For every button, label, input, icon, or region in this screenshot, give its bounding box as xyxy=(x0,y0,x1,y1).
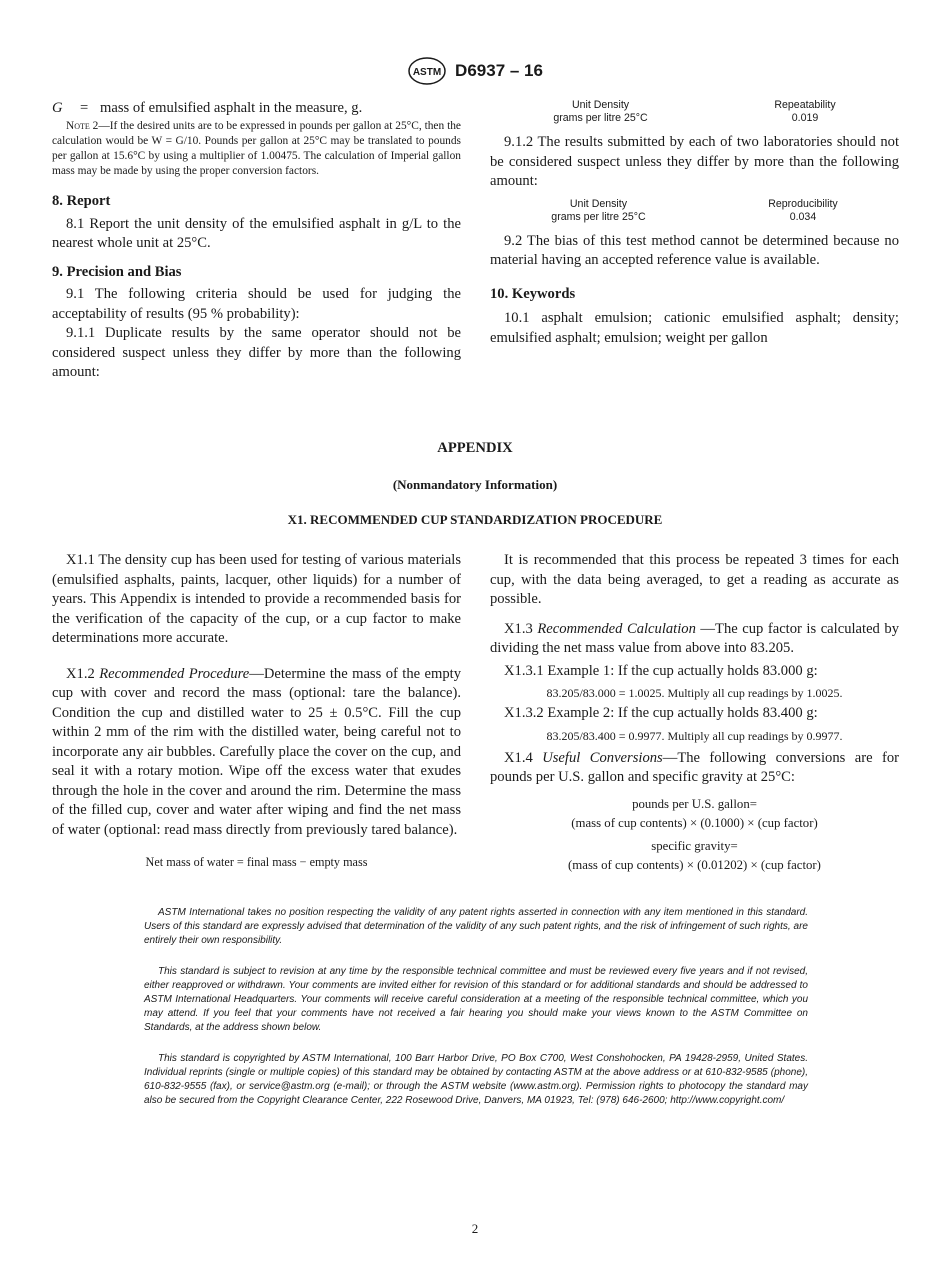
x1-3-heading: Recommended Calculation xyxy=(537,620,696,637)
appendix-section-heading: X1. RECOMMENDED CUP STANDARDIZATION PROCEDURE xyxy=(287,512,663,527)
note-2 xyxy=(52,119,461,180)
formula-1-expression: (mass of cup contents) × (0.1000) × (cup factor) xyxy=(571,815,818,830)
revision-notice: This standard is subject to revision at any time by the responsible technical committee and must be reviewed every five years and if not revised, either reapproved or withdrawn. Your comments are invited either for revision of this standard or for additional standards and should be addressed to ASTM International Headquarters. Your comments will receive careful consideration at a meeting of the responsible technical committee, which you may attend. If you feel that your comments have not received a fair hearing you should make your views known to the ASTM Committee on Standards, at the address shown below. xyxy=(144,966,808,1033)
para-x1-1: X1.1 The density cup has been used for testing of various materials (emulsified asphalts, paints, lacquer, other liquids) for a number of years. This Appendix is intended to provide a recommended basis for the verification of the capacity of the cup, or a cup factor to make determinations more accurate. xyxy=(52,552,461,646)
formula-2-expression: (mass of cup contents) × (0.01202) × (cup factor) xyxy=(568,857,821,872)
para-9-1-2: 9.1.2 The results submitted by each of two laboratories should not be considered suspect unless they differ by more than the following amount: xyxy=(490,134,899,189)
note-label: Note xyxy=(66,119,90,132)
appendix-title: APPENDIX xyxy=(437,440,513,456)
document-designation: D6937 – 16 xyxy=(455,61,543,80)
section-9-heading: 9. Precision and Bias xyxy=(52,263,182,280)
net-mass-equation: Net mass of water = final mass − empty mass xyxy=(145,855,368,869)
x1-2-heading: Recommended Procedure xyxy=(99,665,250,682)
formula-1-label: pounds per U.S. gallon= xyxy=(632,796,757,811)
def-symbol: G xyxy=(52,100,63,116)
note-body: —If the desired units are to be expressed in pounds per gallon at 25°C, then the calculation would be W = G/10. Pounds per gallon at 25°C may be translated to pounds per gallon at 15.6°C by using a multiplier of 1.00475. The calculation of Imperial gallon mass may be made by using the proper conversion factors. xyxy=(52,119,461,178)
section-8-heading: 8. Report xyxy=(52,193,111,210)
table-cell-unit-density: Unit Density grams per litre 25°C xyxy=(553,99,648,124)
legal-notice xyxy=(144,906,808,1108)
table-cell-reproducibility: Reproducibility 0.034 xyxy=(768,197,838,223)
para-10-1: 10.1 asphalt emulsion; cationic emulsified asphalt; density; emulsified asphalt; emulsion; weight per gallon xyxy=(490,310,899,346)
para-9-2: 9.2 The bias of this test method cannot be determined because no material having an accepted reference value is available. xyxy=(490,232,899,268)
table-cell-repeatability: Repeatability 0.019 xyxy=(774,99,836,124)
repeat-process-text: It is recommended that this process be repeated 3 times for each cup, with the data being averaged, to get a reading as accurate as possible. xyxy=(490,552,899,607)
reproducibility-table xyxy=(490,198,899,224)
para-x1-3-2: X1.3.2 Example 2: If the cup actually holds 83.400 g: xyxy=(504,705,818,721)
variable-definition xyxy=(52,99,461,119)
para-x1-3: X1.3 Recommended Calculation —The cup factor is calculated by dividing the net mass value from above into 83.205. xyxy=(490,620,899,656)
def-text: mass of emulsified asphalt in the measure, g. xyxy=(100,100,363,116)
appendix-right-column xyxy=(490,551,899,875)
patent-disclaimer: ASTM International takes no position respecting the validity of any patent rights asserted in connection with any item mentioned in this standard. Users of this standard are expressly advised that determination of the validity of any such patent rights, and the risk of infringement of such rights, are entirely their own responsibility. xyxy=(144,907,808,946)
copyright-notice: This standard is copyrighted by ASTM International, 100 Barr Harbor Drive, PO Box C700, West Conshohocken, PA 19428-2959, United States. Individual reprints (single or multiple copies) of this standard may be obtained by contacting ASTM at the above address or at 610-832-9585 (phone), 610-832-9555 (fax), or service@astm.org (e-mail); or through the ASTM website (www.astm.org). Permission rights to photocopy the standard may also be secured from the Copyright Clearance Center, 222 Rosewood Drive, Danvers, MA 01923, Tel: (978) 646-2600; http://www.copyright.com/ xyxy=(144,1053,808,1106)
para-8-1: 8.1 Report the unit density of the emulsified asphalt in g/L to the nearest whole unit at 25°C. xyxy=(52,215,461,252)
para-x1-3-1: X1.3.1 Example 1: If the cup actually holds 83.000 g: xyxy=(504,662,818,679)
def-equals: = xyxy=(80,100,89,116)
para-x1-4: X1.4 Useful Conversions—The following conversions are for pounds per U.S. gallon and specific gravity at 25°C: xyxy=(490,749,899,785)
note-number: 2 xyxy=(92,119,99,132)
para-9-1-1: 9.1.1 Duplicate results by the same operator should not be considered suspect unless they differ by more than the following amount: xyxy=(52,325,461,381)
left-column xyxy=(52,99,461,383)
example-1-equation: 83.205/83.000 = 1.0025. Multiply all cup readings by 1.0025. xyxy=(546,686,843,700)
para-9-1: 9.1 The following criteria should be used for judging the acceptability of results (95 % probability): xyxy=(52,286,461,322)
example-2-equation: 83.205/83.400 = 0.9977. Multiply all cup readings by 0.9977. xyxy=(546,728,843,743)
section-10-heading: 10. Keywords xyxy=(490,285,576,302)
para-x1-2: X1.2 Recommended Procedure—Determine the mass of the empty cup with cover and record the mass (optional: tare the balance). Condition the cup and distilled water to 25 ± 0.5°C. Fill the cup within 2 mm of the rim with the distilled water, being careful not to incorporate any air bubbles. Carefully place the cover on the cup, and seal it with a rotary motion. Wipe off the excess water that exudes through the hole in the cover and around the rim. Determine the mass of the filled cup, cover and water after wiping and find the net mass of water (optional: read mass directly from previously tared balance). xyxy=(52,665,461,838)
svg-text:ASTM: ASTM xyxy=(412,67,442,78)
appendix-subtitle: (Nonmandatory Information) xyxy=(392,477,558,492)
table-cell-unit-density: Unit Density grams per litre 25°C xyxy=(551,197,646,223)
astm-logo-icon xyxy=(407,56,447,86)
page-number: 2 xyxy=(471,1221,479,1236)
repeatability-table xyxy=(490,99,899,125)
right-column xyxy=(490,99,899,348)
page-header xyxy=(0,56,950,86)
appendix-left-column xyxy=(52,551,461,870)
formula-2-label: specific gravity= xyxy=(651,838,738,853)
x1-4-heading: Useful Conversions xyxy=(542,749,663,766)
